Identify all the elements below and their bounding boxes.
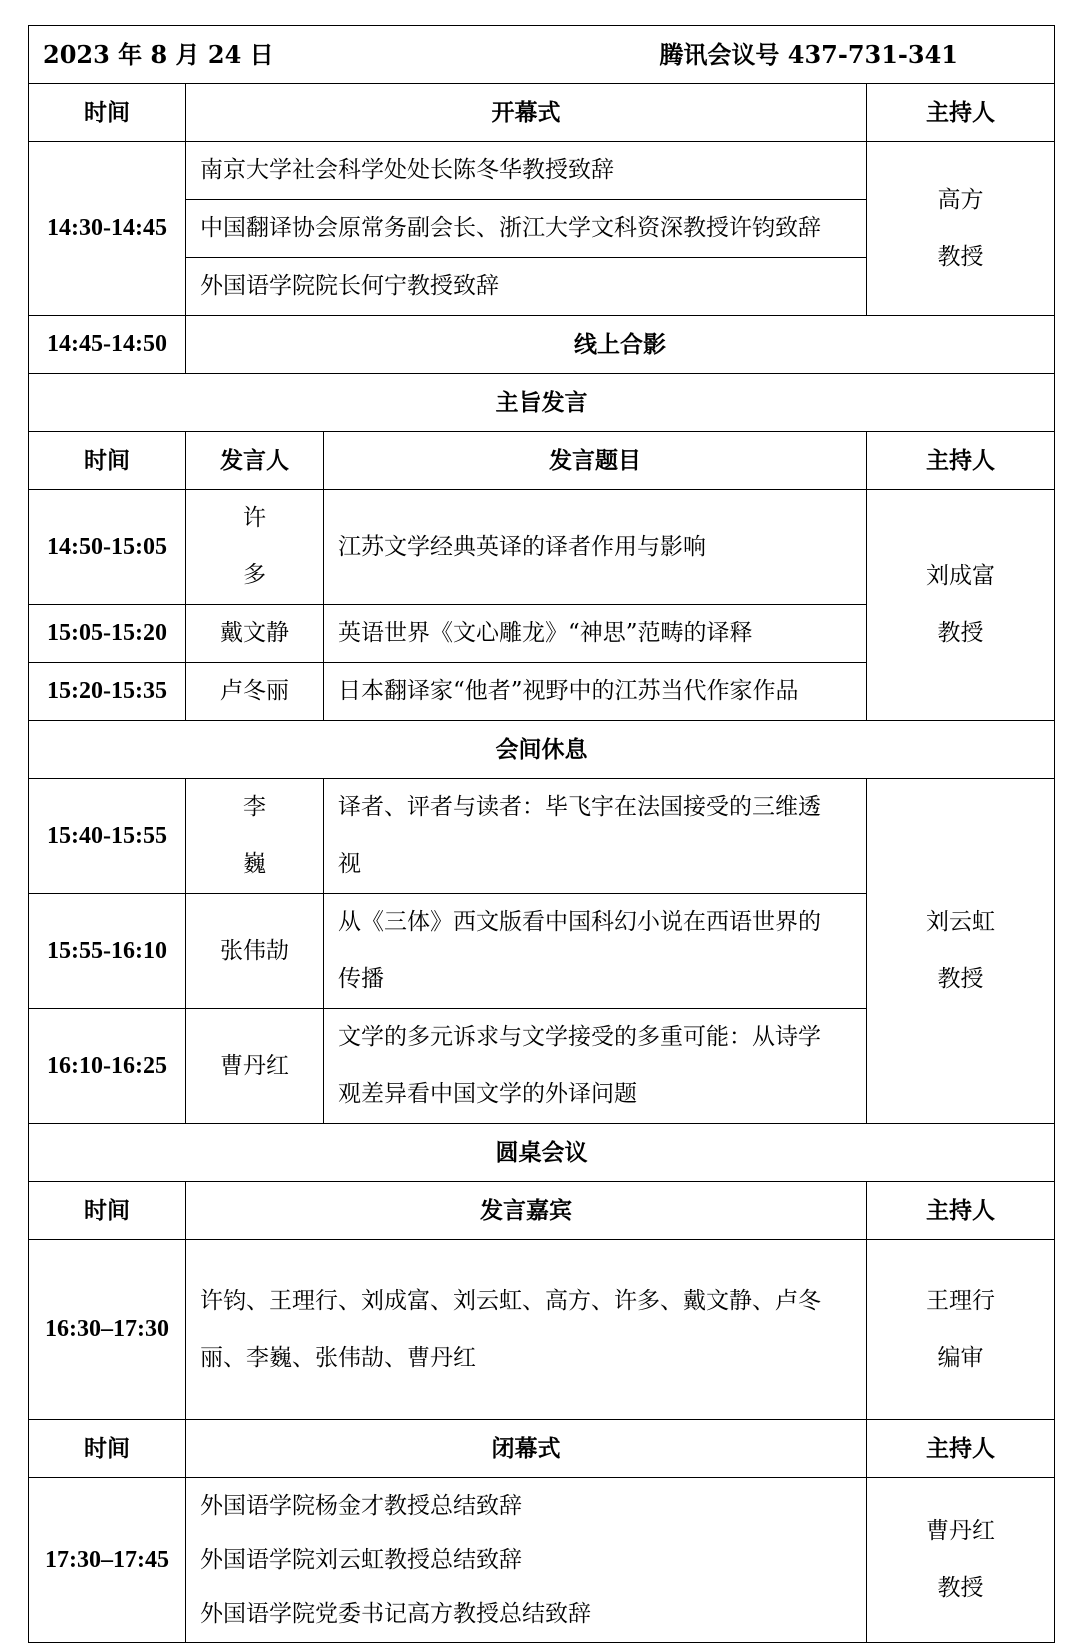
talk-topic: 日本翻译家“他者”视野中的江苏当代作家作品 <box>324 663 867 721</box>
talk-speaker: 许 多 <box>186 490 324 605</box>
opening-host-title: 教授 <box>937 243 984 270</box>
talk-topic-line: 观差异看中国文学的外译问题 <box>338 1081 637 1107</box>
talk-time: 15:05-15:20 <box>29 605 186 663</box>
talk-topic-line: 译者、评者与读者：毕飞宇在法国接受的三维透 <box>338 794 821 820</box>
talk-row <box>29 490 1055 605</box>
talk-topic <box>324 894 867 1009</box>
header-cell <box>29 26 1055 84</box>
col-topic-header: 发言题目 <box>324 432 867 490</box>
talk-time: 15:20-15:35 <box>29 663 186 721</box>
break-row <box>29 721 1055 779</box>
schedule-table <box>28 25 1055 1643</box>
talk-row <box>29 779 1055 894</box>
roundtable-row <box>29 1240 1055 1420</box>
opening-item: 南京大学社会科学处处长陈冬华教授致辞 <box>186 142 867 200</box>
roundtable-guests <box>186 1240 867 1420</box>
closing-item: 外国语学院杨金才教授总结致辞 <box>200 1493 522 1519</box>
opening-row <box>29 142 1055 200</box>
talk-speaker: 张伟劼 <box>186 894 324 1009</box>
talk-topic-line: 从《三体》西文版看中国科幻小说在西语世界的 <box>338 909 821 935</box>
talk-speaker: 卢冬丽 <box>186 663 324 721</box>
col-host-header: 主持人 <box>867 432 1055 490</box>
break-host-cell <box>867 779 1055 1124</box>
talk-topic: 江苏文学经典英译的译者作用与影响 <box>324 490 867 605</box>
closing-items <box>186 1478 867 1643</box>
talk-topic-line: 文学的多元诉求与文学接受的多重可能：从诗学 <box>338 1024 821 1050</box>
talk-time: 14:50-15:05 <box>29 490 186 605</box>
header-row <box>29 26 1055 84</box>
closing-item: 外国语学院党委书记高方教授总结致辞 <box>200 1601 591 1627</box>
break-host-title: 教授 <box>937 966 984 992</box>
col-time-header: 时间 <box>29 84 186 142</box>
talk-speaker: 戴文静 <box>186 605 324 663</box>
col-speaker-header: 发言人 <box>186 432 324 490</box>
col-time-header: 时间 <box>29 432 186 490</box>
talk-time: 15:40-15:55 <box>29 779 186 894</box>
talk-time: 15:55-16:10 <box>29 894 186 1009</box>
closing-title: 闭幕式 <box>186 1420 867 1478</box>
talk-speaker: 曹丹红 <box>186 1009 324 1124</box>
roundtable-header-row <box>29 1182 1055 1240</box>
roundtable-time: 16:30–17:30 <box>29 1240 186 1420</box>
col-time-header: 时间 <box>29 1182 186 1240</box>
schedule-page <box>28 25 1054 1643</box>
keynote-section-title: 主旨发言 <box>29 374 1055 432</box>
break-host-name: 刘云虹 <box>926 909 995 935</box>
closing-item: 外国语学院刘云虹教授总结致辞 <box>200 1547 522 1573</box>
closing-host-name: 曹丹红 <box>926 1518 995 1544</box>
talk-topic <box>324 779 867 894</box>
talk-topic-line: 传播 <box>338 966 384 992</box>
opening-time: 14:30-14:45 <box>29 142 186 316</box>
closing-host-title: 教授 <box>937 1575 984 1601</box>
keynote-section-row <box>29 374 1055 432</box>
keynote-host-cell <box>867 490 1055 721</box>
roundtable-host-cell <box>867 1240 1055 1420</box>
closing-time: 17:30–17:45 <box>29 1478 186 1643</box>
opening-host-cell <box>867 142 1055 316</box>
photo-title: 线上合影 <box>186 316 1055 374</box>
closing-header-row <box>29 1420 1055 1478</box>
col-time-header: 时间 <box>29 1420 186 1478</box>
opening-item: 中国翻译协会原常务副会长、浙江大学文科资深教授许钧致辞 <box>186 200 867 258</box>
closing-host-cell <box>867 1478 1055 1643</box>
talk-topic <box>324 1009 867 1124</box>
opening-title: 开幕式 <box>186 84 867 142</box>
roundtable-host-title: 编审 <box>937 1344 984 1371</box>
opening-header-row <box>29 84 1055 142</box>
keynote-host-name: 刘成富 <box>926 563 995 589</box>
col-host-header: 主持人 <box>867 84 1055 142</box>
talk-speaker: 李 巍 <box>186 779 324 894</box>
col-host-header: 主持人 <box>867 1182 1055 1240</box>
roundtable-guests-line: 许钧、王理行、刘成富、刘云虹、高方、许多、戴文静、卢冬 <box>200 1287 821 1314</box>
roundtable-section-title: 圆桌会议 <box>29 1124 1055 1182</box>
date-label: 2023 年 8 月 24 日 <box>43 40 274 69</box>
roundtable-host-name: 王理行 <box>926 1287 995 1314</box>
talk-topic-line: 视 <box>338 851 361 877</box>
opening-item: 外国语学院院长何宁教授致辞 <box>186 258 867 316</box>
photo-time: 14:45-14:50 <box>29 316 186 374</box>
col-guests-header: 发言嘉宾 <box>186 1182 867 1240</box>
photo-row <box>29 316 1055 374</box>
roundtable-section-row <box>29 1124 1055 1182</box>
opening-host-name: 高方 <box>937 186 984 213</box>
keynote-host-title: 教授 <box>937 620 984 646</box>
keynote-header-row <box>29 432 1055 490</box>
closing-row <box>29 1478 1055 1643</box>
roundtable-guests-line: 丽、李巍、张伟劼、曹丹红 <box>200 1344 476 1371</box>
break-title: 会间休息 <box>29 721 1055 779</box>
col-host-header: 主持人 <box>867 1420 1055 1478</box>
meeting-id-label: 腾讯会议号 437-731-341 <box>659 40 958 69</box>
talk-topic: 英语世界《文心雕龙》“神思”范畴的译释 <box>324 605 867 663</box>
talk-time: 16:10-16:25 <box>29 1009 186 1124</box>
